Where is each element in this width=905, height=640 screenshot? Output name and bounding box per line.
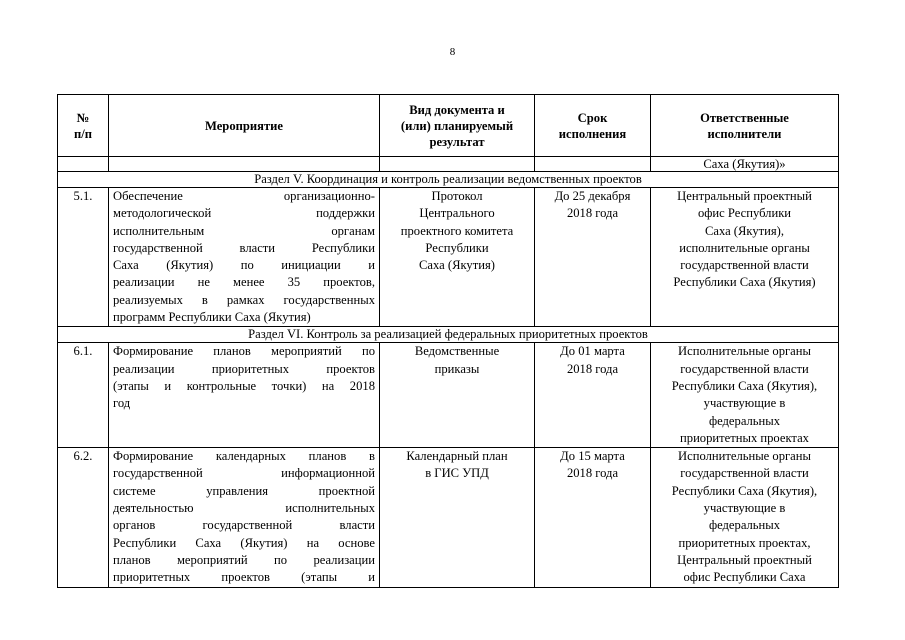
table-row — [58, 448, 839, 587]
row-number: 5.1. — [58, 188, 109, 327]
section-5-title: Раздел V. Координация и контроль реализации ведомственных проектов — [58, 172, 839, 188]
plan-table — [57, 94, 839, 588]
row-event: Формирование планов мероприятий по реализации приоритетных проектов (этапы и контрольные точки) на 2018 год — [109, 343, 380, 448]
continuation-row — [58, 157, 839, 172]
row-deadline: До 25 декабря 2018 года — [535, 188, 651, 327]
page-number: 8 — [449, 46, 456, 58]
row-responsible: Исполнительные органы государственной власти Республики Саха (Якутия), участвующие в федеральных приоритетных проектах — [651, 343, 839, 448]
row-event: Обеспечение организационно- методологической поддержки исполнительным органам государственной власти Республики Саха (Якутия) по инициации и реализации не менее 35 проектов, реализуемых в рамках государственных программ Республики Саха (Якутия) — [109, 188, 380, 327]
row-document: Протокол Центрального проектного комитета Республики Саха (Якутия) — [380, 188, 535, 327]
row-responsible: Центральный проектный офис Республики Саха (Якутия), исполнительные органы государственной власти Республики Саха (Якутия) — [651, 188, 839, 327]
header-event: Мероприятие — [109, 95, 380, 157]
header-responsible: Ответственные исполнители — [651, 95, 839, 157]
row-document: Ведомственные приказы — [380, 343, 535, 448]
header-deadline: Срок исполнения — [535, 95, 651, 157]
row-number: 6.1. — [58, 343, 109, 448]
row-number: 6.2. — [58, 448, 109, 587]
row-deadline: До 15 марта 2018 года — [535, 448, 651, 587]
row-deadline: До 01 марта 2018 года — [535, 343, 651, 448]
table-header-row — [58, 95, 839, 157]
section-6-title: Раздел VI. Контроль за реализацией федеральных приоритетных проектов — [58, 327, 839, 343]
row-event: Формирование календарных планов в государственной информационной системе управления проектной деятельностью исполнительных органов государственной власти Республики Саха (Якутия) на основе планов мероприятий по реализации приоритетных проектов (этапы и — [109, 448, 380, 587]
row-document: Календарный план в ГИС УПД — [380, 448, 535, 587]
table-row — [58, 188, 839, 327]
section-title-row — [58, 172, 839, 188]
continuation-responsible: Саха (Якутия)» — [651, 157, 839, 172]
header-doc: Вид документа и (или) планируемый результат — [380, 95, 535, 157]
row-responsible: Исполнительные органы государственной власти Республики Саха (Якутия), участвующие в федеральных приоритетных проектах, Центральный проектный офис Республики Саха — [651, 448, 839, 587]
table-row — [58, 343, 839, 448]
header-num: № п/п — [58, 95, 109, 157]
section-title-row — [58, 327, 839, 343]
